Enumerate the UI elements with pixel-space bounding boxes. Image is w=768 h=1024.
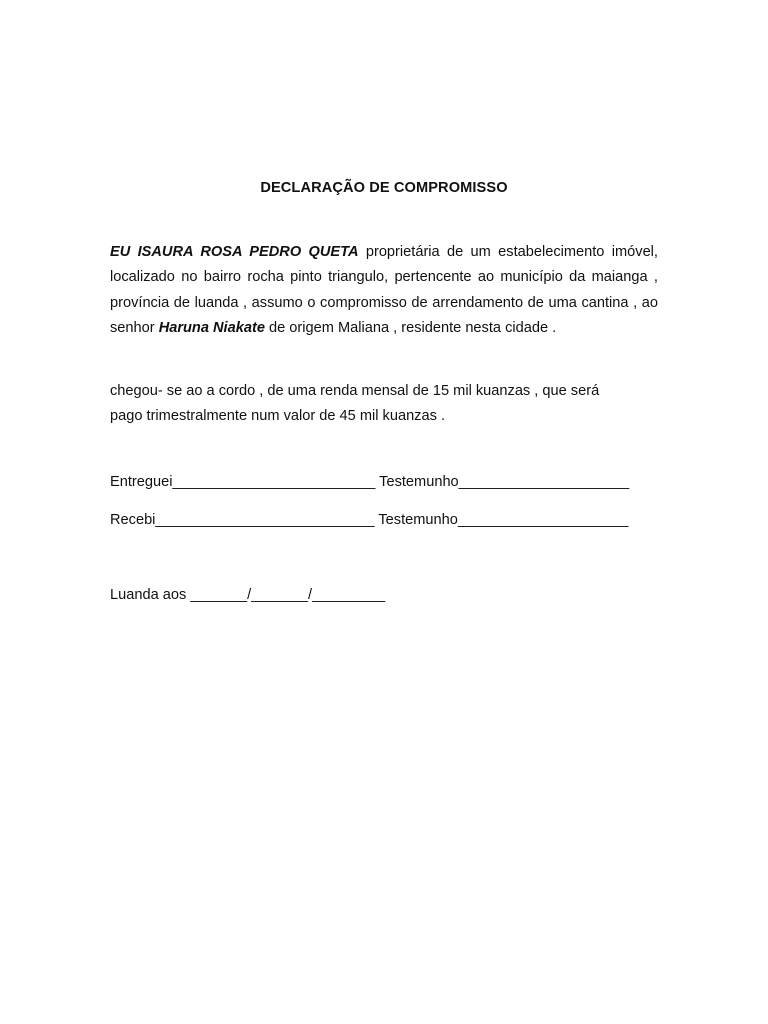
date-line: Luanda aos _______/_______/_________ [110,587,386,603]
signature-line-delivered: Entreguei_________________________ Testemunho_____________________ [110,474,630,490]
declarant-name: EU ISAURA ROSA PEDRO QUETA [110,244,359,260]
declaration-paragraph [110,240,658,341]
signature-line-received: Recebi___________________________ Testemunho_____________________ [110,512,629,528]
document-title: DECLARAÇÃO DE COMPROMISSO [260,180,508,196]
rent-line-1: chegou- se ao a cordo , de uma renda mensal de 15 mil kuanzas , que será [110,383,600,399]
declaration-text-part1: proprietária de um estabelecimento imóvel, localizado no bairro rocha pinto triangulo, pertencente ao município da maianga , província de luanda , assumo o compromisso de arrendamento de uma cantina , ao senhor [110,244,658,336]
rent-paragraph [110,379,670,430]
tenant-name: Haruna Niakate [158,319,265,336]
declaration-text-part2: de origem Maliana , residente nesta cidade . [264,319,557,336]
rent-line-2: pago trimestralmente num valor de 45 mil kuanzas . [110,408,446,425]
